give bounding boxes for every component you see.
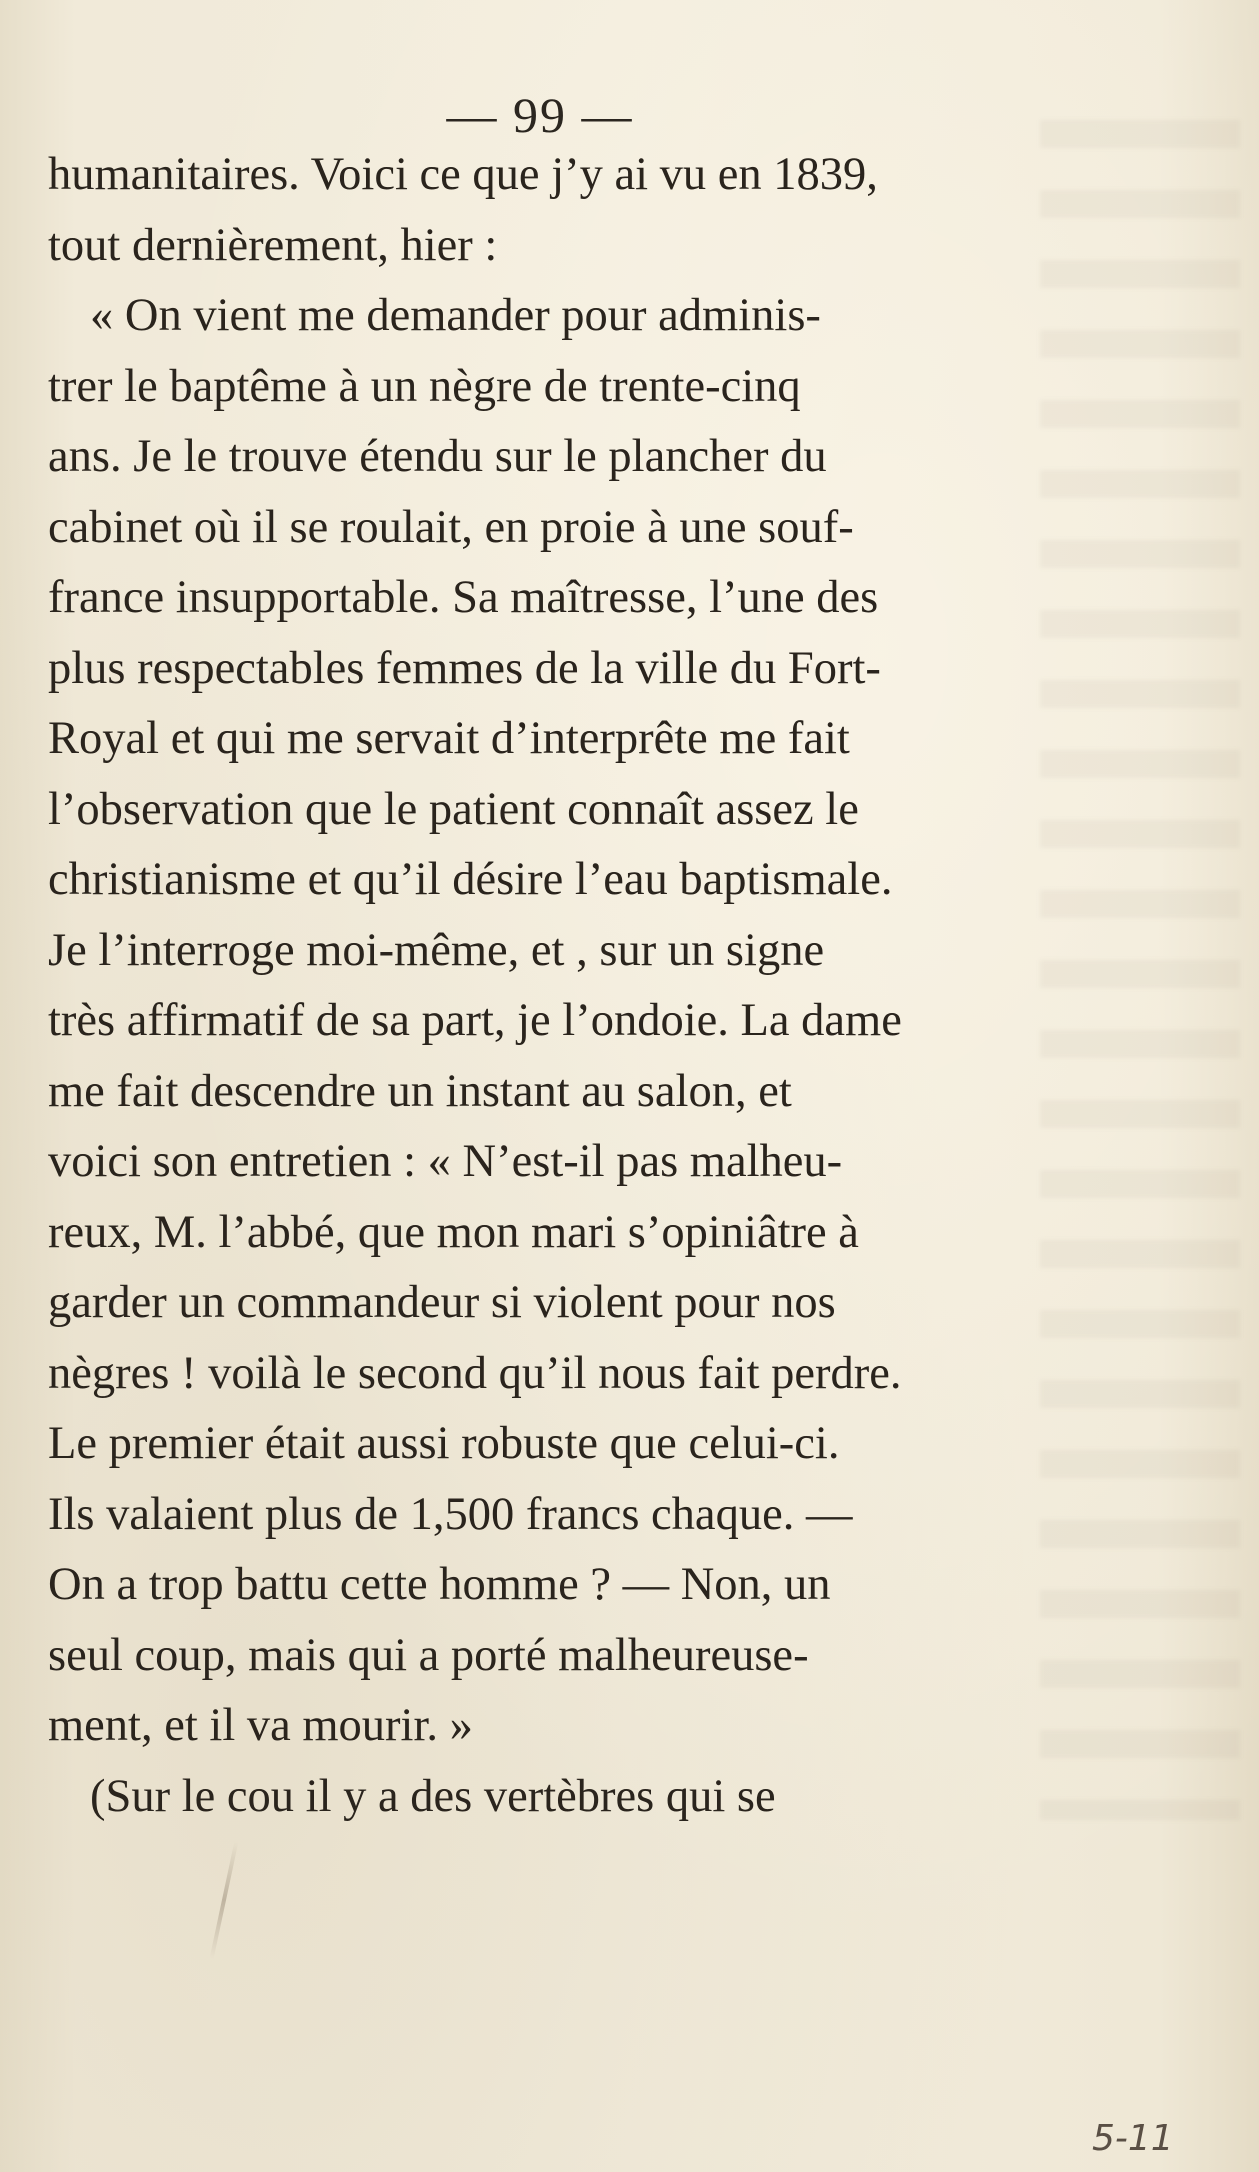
text-line: « On vient me demander pour adminis- bbox=[90, 290, 821, 341]
text-line: Je l’interroge moi-même, et , sur un signe bbox=[48, 924, 825, 976]
show-through-text bbox=[1040, 120, 1240, 1820]
body-text bbox=[48, 140, 1040, 1832]
text-line: très affirmatif de sa part, je l’ondoie. La dame bbox=[48, 995, 902, 1046]
text-line: l’observation que le patient connaît assez le bbox=[48, 783, 859, 835]
text-line: me fait descendre un instant au salon, et bbox=[48, 1065, 792, 1117]
page-number: — 99 — bbox=[446, 87, 634, 143]
text-line: garder un commandeur si violent pour nos bbox=[48, 1277, 836, 1328]
text-line: christianisme et qu’il désire l’eau baptismale. bbox=[48, 854, 893, 905]
text-line: reux, M. l’abbé, que mon mari s’opiniâtre à bbox=[48, 1206, 859, 1258]
text-line: plus respectables femmes de la ville du Fort- bbox=[48, 642, 881, 694]
text-line: ans. Je le trouve étendu sur le plancher du bbox=[48, 431, 827, 482]
text-line: seul coup, mais qui a porté malheureuse- bbox=[48, 1629, 809, 1681]
pencil-mark bbox=[210, 1841, 239, 1959]
text-line: Le premier était aussi robuste que celui-ci. bbox=[48, 1418, 840, 1469]
text-line: nègres ! voilà le second qu’il nous fait perdre. bbox=[48, 1347, 902, 1399]
text-line: trer le baptême à un nègre de trente-cinq bbox=[48, 360, 801, 412]
text-line: (Sur le cou il y a des vertèbres qui se bbox=[90, 1770, 776, 1822]
text-line: cabinet où il se roulait, en proie à une souf- bbox=[48, 501, 854, 553]
text-line: ment, et il va mourir. » bbox=[48, 1700, 473, 1751]
text-line: humanitaires. Voici ce que j’y ai vu en 1839, bbox=[48, 149, 878, 200]
text-line: Royal et qui me servait d’interprête me fait bbox=[48, 713, 850, 764]
handwritten-folio-mark: 5-11 bbox=[1092, 2118, 1174, 2159]
text-line: On a trop battu cette homme ? — Non, un bbox=[48, 1559, 831, 1610]
text-line: Ils valaient plus de 1,500 francs chaque. — bbox=[48, 1488, 853, 1540]
text-line: tout dernièrement, hier : bbox=[48, 219, 498, 271]
text-line: voici son entretien : « N’est-il pas malheu- bbox=[48, 1136, 843, 1187]
text-line: france insupportable. Sa maîtresse, l’une des bbox=[48, 572, 879, 623]
